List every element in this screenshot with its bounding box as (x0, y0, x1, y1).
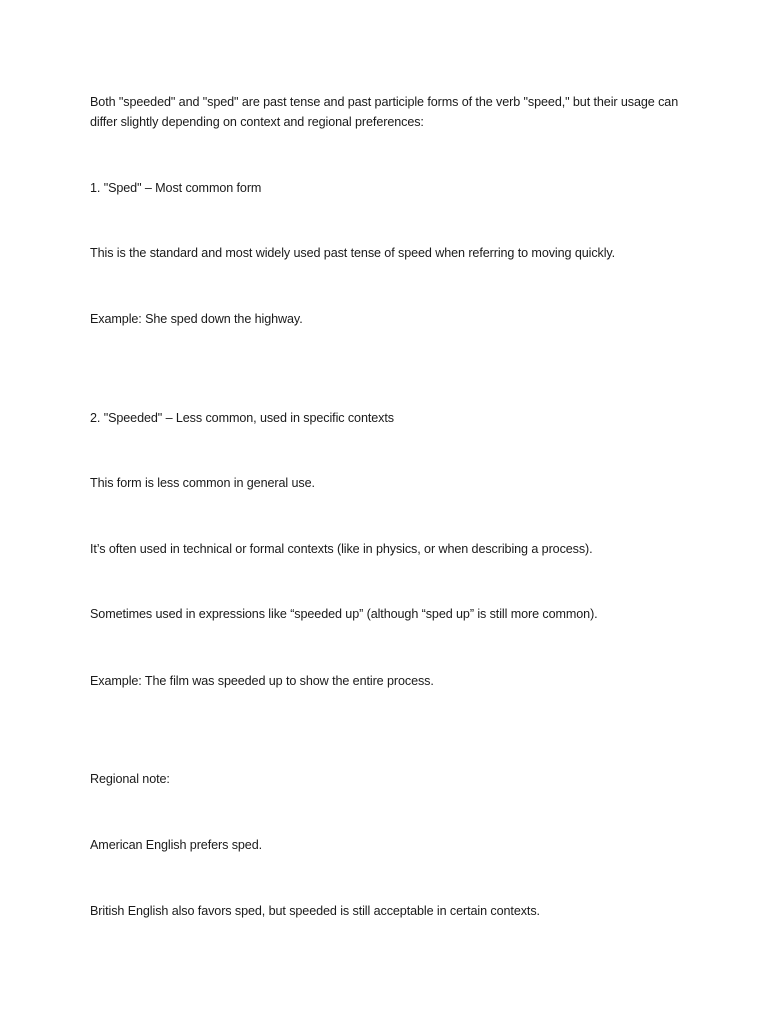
sped-example: Example: She sped down the highway. (90, 312, 303, 326)
american-english-note: American English prefers sped. (90, 838, 262, 852)
section-heading-speeded: 2. "Speeded" – Less common, used in specific contexts (90, 411, 394, 425)
sped-description: This is the standard and most widely used past tense of speed when referring to moving quickly. (90, 246, 616, 260)
speeded-expression-use: Sometimes used in expressions like “speeded up” (although “sped up” is still more common). (90, 607, 598, 621)
intro-paragraph: Both "speeded" and "sped" are past tense and past participle forms of the verb "speed," but their usage can differ slightly depending on context and regional preferences: (90, 95, 679, 129)
speeded-description: This form is less common in general use. (90, 476, 315, 490)
regional-note-heading: Regional note: (90, 772, 170, 786)
speeded-example: Example: The film was speeded up to show the entire process. (90, 674, 434, 688)
british-english-note: British English also favors sped, but speeded is still acceptable in certain contexts. (90, 904, 540, 918)
speeded-technical-use: It’s often used in technical or formal contexts (like in physics, or when describing a process). (90, 542, 593, 556)
section-heading-sped: 1. "Sped" – Most common form (90, 181, 262, 195)
